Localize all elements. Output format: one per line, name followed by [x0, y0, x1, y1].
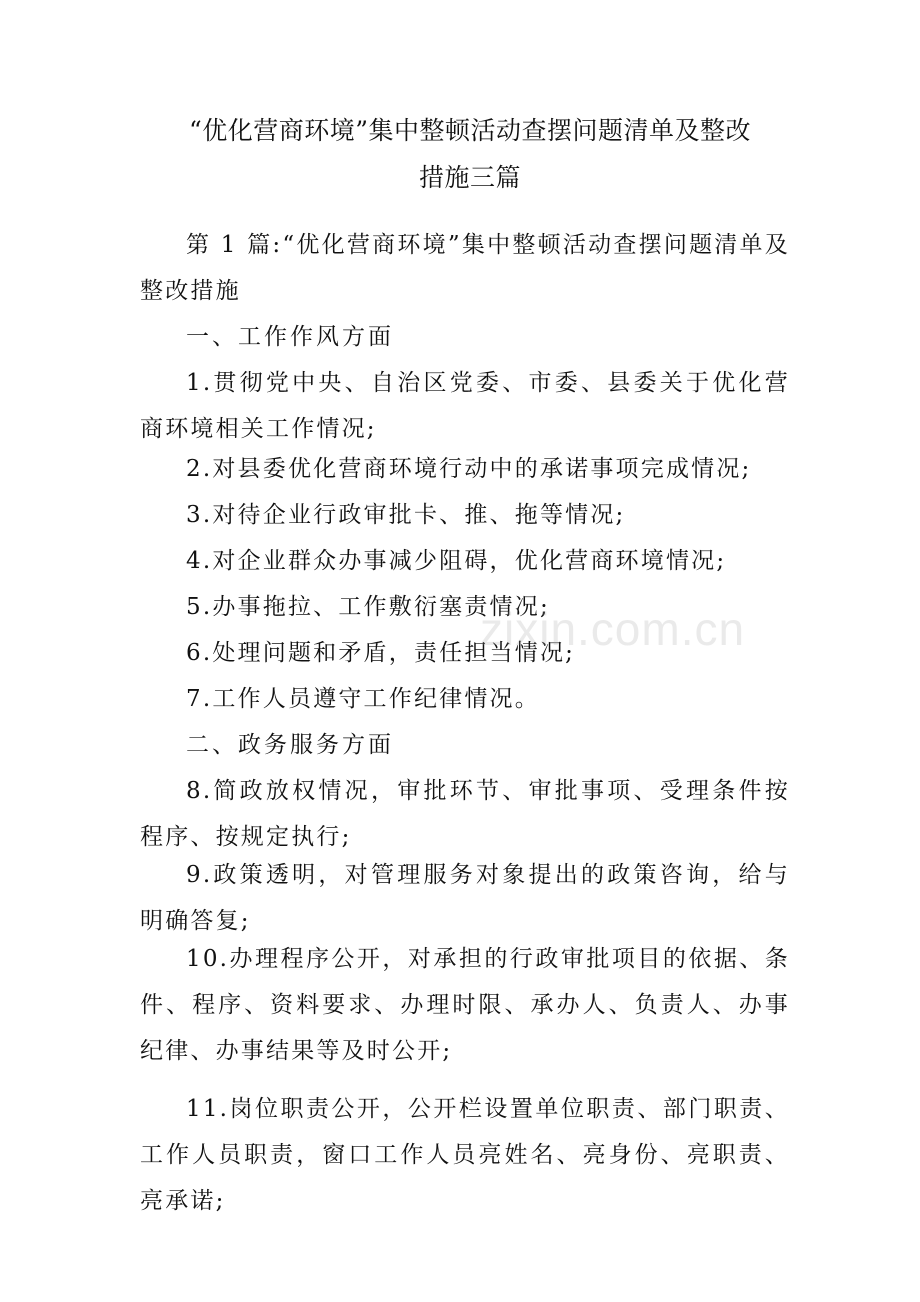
- list-item: 9.政策透明，对管理服务对象提出的政策咨询，给与明确答复;: [140, 862, 790, 934]
- list-item: 3.对待企业行政审批卡、推、拖等情况;: [186, 502, 626, 528]
- list-item: 1.贯彻党中央、自治区党委、市委、县委关于优化营商环境相关工作情况;: [140, 370, 790, 442]
- list-item: 4.对企业群众办事减少阻碍，优化营商环境情况;: [186, 548, 727, 574]
- list-item: 8.简政放权情况，审批环节、审批事项、受理条件按程序、按规定执行;: [140, 778, 790, 850]
- section-heading-work-style: 一、工作作风方面: [186, 324, 394, 350]
- article-heading: 第 1 篇:“优化营商环境”集中整顿活动查摆问题清单及整改措施: [140, 232, 790, 304]
- list-item: 11.岗位职责公开，公开栏设置单位职责、部门职责、工作人员职责，窗口工作人员亮姓名、亮身份、亮职责、亮承诺;: [140, 1096, 790, 1214]
- list-item: 6.处理问题和矛盾，责任担当情况;: [186, 640, 576, 666]
- list-item: 2.对县委优化营商环境行动中的承诺事项完成情况;: [186, 456, 752, 482]
- section-heading-government-service: 二、政务服务方面: [186, 732, 394, 758]
- document-title-line-1: “优化营商环境”集中整顿活动查摆问题清单及整改: [188, 116, 752, 145]
- watermark: zixin.com.cn: [480, 603, 746, 655]
- list-item: 7.工作人员遵守工作纪律情况。: [186, 686, 540, 712]
- list-item: 10.办理程序公开，对承担的行政审批项目的依据、条件、程序、资料要求、办理时限、承办人、负责人、办事纪律、办事结果等及时公开;: [140, 946, 790, 1064]
- list-item: 5.办事拖拉、工作敷衍塞责情况;: [186, 594, 550, 620]
- document-title-line-2: 措施三篇: [418, 163, 521, 192]
